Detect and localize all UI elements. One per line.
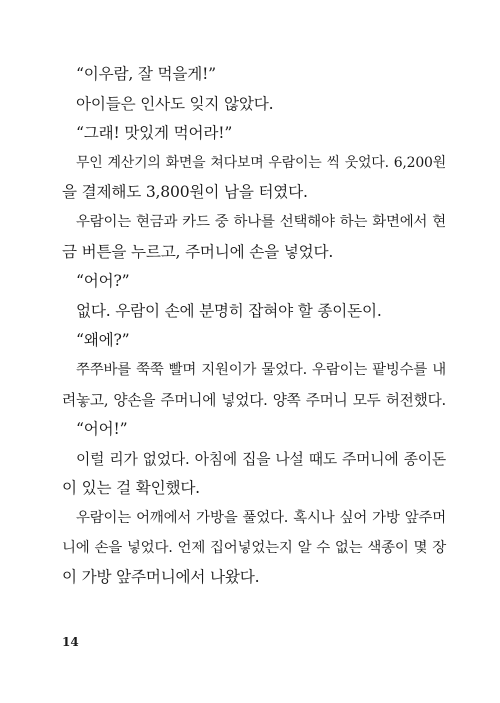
text-line: 없다. 우람이 손에 분명히 잡혀야 할 종이돈이. xyxy=(76,301,382,320)
text-line: 니에 손을 넣었다. 언제 집어넣었는지 알 수 없는 색종이 몇 장 xyxy=(62,539,446,556)
text-line: 아이들은 인사도 잊지 않았다. xyxy=(76,94,274,113)
body-text xyxy=(62,60,446,593)
text-line: 려놓고, 양손을 주머니에 넣었다. 양쪽 주머니 모두 허전했다. xyxy=(62,391,446,409)
text-line: 우람이는 현금과 카드 중 하나를 선택해야 하는 화면에서 현 xyxy=(76,213,446,230)
text-line: 이 가방 앞주머니에서 나왔다. xyxy=(62,568,260,587)
page-number: 14 xyxy=(62,635,79,649)
text-line: “왜에?” xyxy=(76,331,130,350)
text-line: “그래! 맛있게 먹어라!” xyxy=(76,124,233,143)
text-line: 이 있는 걸 확인했다. xyxy=(62,479,200,498)
text-line: 금 버튼을 누르고, 주머니에 손을 넣었다. xyxy=(62,242,334,261)
text-line: 무인 계산기의 화면을 쳐다보며 우람이는 씩 웃었다. 6,200원 xyxy=(76,154,446,171)
text-line: “어어?” xyxy=(76,272,130,291)
text-line: “어어!” xyxy=(76,420,128,439)
text-line: 을 결제해도 3,800원이 남을 터였다. xyxy=(62,183,308,202)
text-line: 쭈쭈바를 쭉쭉 빨며 지원이가 물었다. 우람이는 팥빙수를 내 xyxy=(76,361,446,378)
text-line: “이우람, 잘 먹을게!” xyxy=(76,65,216,83)
text-line: 이럴 리가 없었다. 아침에 집을 나설 때도 주머니에 종이돈 xyxy=(76,450,446,468)
text-line: 우람이는 어깨에서 가방을 풀었다. 혹시나 싶어 가방 앞주머 xyxy=(76,509,446,526)
